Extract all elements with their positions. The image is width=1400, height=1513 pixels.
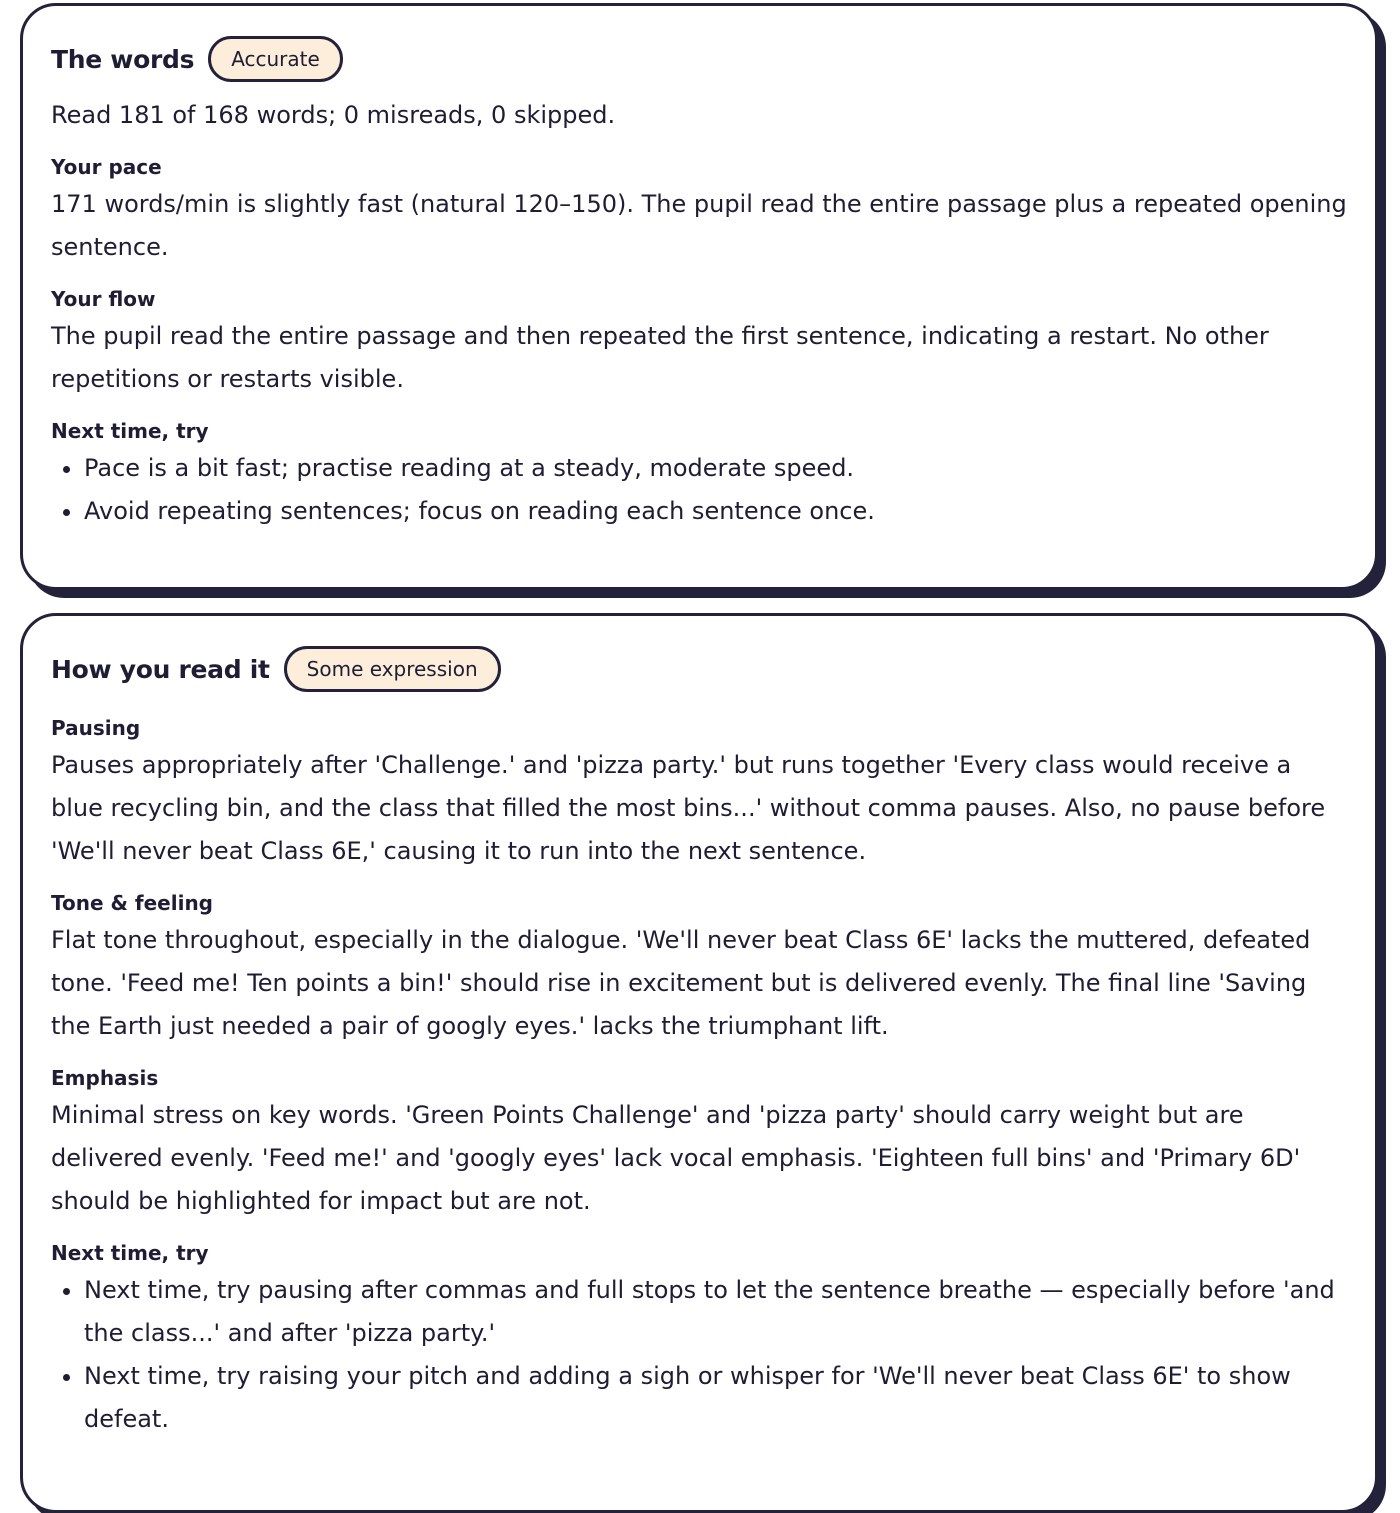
expression-next-label: Next time, try [51,1241,209,1265]
expression-badge: Some expression [284,646,501,692]
words-summary: Read 181 of 168 words; 0 misreads, 0 skipped. [51,101,616,129]
words-card-header [51,34,1347,84]
flow-label: Your flow [51,287,156,311]
emphasis-text: Minimal stress on key words. 'Green Points Challenge' and 'pizza party' should carry weight but are delivered evenly. 'Feed me!' and 'googly eyes' lack vocal emphasis. 'Eighteen full bins' and 'Primary 6D' should be highlighted for impact but are not. [51,1101,1301,1215]
tone-text: Flat tone throughout, especially in the dialogue. 'We'll never beat Class 6E' lacks the muttered, defeated tone. 'Feed me! Ten points a bin!' should rise in excitement but is delivered evenly. The final line 'Saving the Earth just needed a pair of googly eyes.' lacks the triumphant lift. [51,926,1311,1040]
list-item: • Next time, try raising your pitch and adding a sigh or whisper for 'We'll never beat Class 6E' to show defeat. [84,1355,1347,1441]
pace-label: Your pace [51,155,162,179]
words-next-label: Next time, try [51,419,209,443]
list-item: • Avoid repeating sentences; focus on reading each sentence once. [84,490,1347,533]
accuracy-badge: Accurate [208,36,343,82]
words-tips-list [51,447,1347,533]
expression-feedback-card [20,613,1378,1513]
pausing-text: Pauses appropriately after 'Challenge.' and 'pizza party.' but runs together 'Every class would receive a blue recycling bin, and the class that filled the most bins...' without comma pauses. Also, no pause before 'We'll never beat Class 6E,' causing it to run into the next sentence. [51,751,1326,865]
words-card-title: The words [51,44,195,74]
tone-label: Tone & feeling [51,891,213,915]
expression-card-title: How you read it [51,654,270,684]
expression-card-header [51,644,1347,694]
pausing-label: Pausing [51,716,141,740]
flow-text: The pupil read the entire passage and then repeated the first sentence, indicating a restart. No other repetitions or restarts visible. [51,322,1269,393]
emphasis-label: Emphasis [51,1066,159,1090]
list-item: • Next time, try pausing after commas and full stops to let the sentence breathe — especially before 'and the class...' and after 'pizza party.' [84,1269,1347,1355]
list-item: • Pace is a bit fast; practise reading at a steady, moderate speed. [84,447,1347,490]
expression-tips-list [51,1269,1347,1441]
pace-text: 171 words/min is slightly fast (natural 120–150). The pupil read the entire passage plus a repeated opening sentence. [51,190,1347,261]
words-feedback-card [20,3,1378,590]
